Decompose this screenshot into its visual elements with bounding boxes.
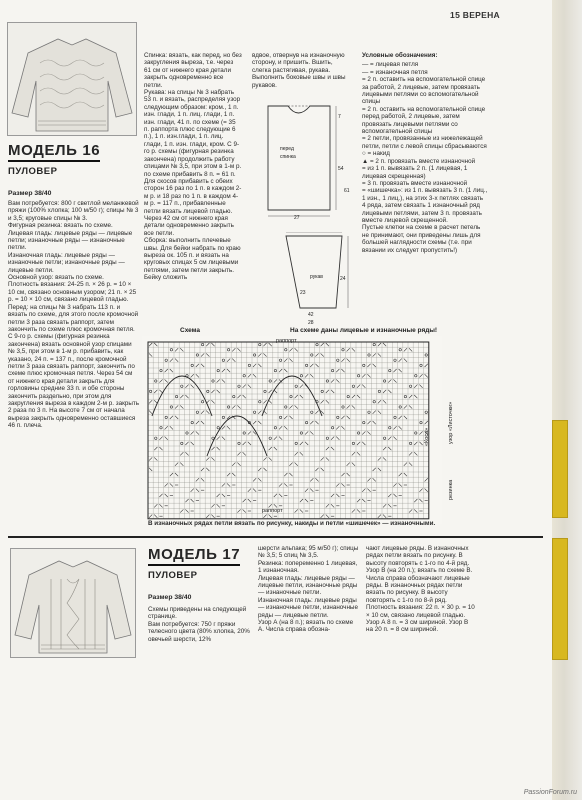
- schematic-label: 42: [308, 312, 314, 318]
- legend-item: = 2 п. оставить на вспомогательной спице перед работой, 2 лицевые, затем провязать лицевыми петлями со вспомогательной спицы: [362, 105, 486, 136]
- sweater17-drawing: [11, 549, 135, 657]
- model17-title: МОДЕЛЬ 17: [148, 546, 240, 566]
- chart-bottom-note: В изнаночных рядах петли вязать по рисунку, накиды и петли «шишечек» — изнаночными.: [148, 520, 436, 527]
- model16-title: МОДЕЛЬ 16: [8, 142, 100, 162]
- legend-item: Пустые клетки на схеме в расчет петель не принимают, они приведены лишь для большей наглядности схемы (т.е. при вязании их следует пропустить!): [362, 224, 481, 254]
- chart-label-rapport-bottom: раппорт: [262, 508, 283, 514]
- model16-text-column-1: [8, 200, 140, 430]
- paragraph: Фигурная резинка: вязать по схеме.: [8, 222, 113, 230]
- paragraph: Узор В (на 20 п.); вязать по схеме В. Числа справа обозначают лицевые ряды. В изнаночных рядах петли вязать по рисунку. В высоту повторять с 1-го по 8-й ряд.: [366, 567, 473, 604]
- paragraph: Изнаночная гладь: лицевые ряды — изнаночные петли; изнаночные ряды — лицевые петли.: [8, 251, 125, 274]
- model16-subtitle: ПУЛОВЕР: [8, 166, 58, 177]
- model17-sweater-illustration: [10, 548, 136, 658]
- model17-size: Размер 38/40: [148, 594, 192, 601]
- chart-label-uzor: узор «Листочки»: [448, 401, 454, 444]
- schematic-label: спинка: [280, 154, 296, 160]
- page-edge-strip: [552, 0, 582, 800]
- paragraph: Перед: на спицы № 3 набрать 113 п. и вязать по схеме, для этого после кромочной петли 3 раза связать раппорт, затем закончить по схеме плюс кромочная петля. С 9-го р. схемы (фигурная резинка закончена) вязать основной узор спицами № 3,5, при этом в 1-м р. прибавить, как указано, 24 п. = 137 п., после кромочной петли 3 раза связать раппорт, закончить по схеме плюс кромочная петля. Через 54 см от нижнего края детали закрыть для горловины средние 33 п. и обе стороны закончить раздельно, при этом для закругления выреза в каждом 2-м р. закрыть 2 раза по 3 п. На высоте 7 см от начала выреза закрыть одновременно оставшиеся 46 п. плеча.: [8, 303, 140, 430]
- legend-item: — = изнаночная петля: [362, 68, 428, 76]
- paragraph: Лицевая гладь: лицевые ряды — лицевые петли, изнаночные ряды — изнаночные петли.: [258, 574, 358, 597]
- schematic-label: перед: [280, 146, 294, 152]
- schematic-label: 23: [300, 290, 306, 296]
- legend-title: Условные обозначения:: [362, 52, 438, 59]
- paragraph: Основной узор: вязать по схеме.: [8, 274, 104, 282]
- model17-text-column-2: [258, 545, 360, 634]
- paragraph: Схемы приведены на следующей странице.: [148, 606, 247, 621]
- paragraph: Вам потребуется: 750 г пряжи телесного цвета (80% хлопка, 20% овечьей шерсти, 12%: [148, 620, 250, 643]
- knitting-chart-grid: [142, 336, 442, 524]
- model17-text-column-1: [148, 606, 250, 643]
- paragraph: Плотность вязания: 24-25 п. × 26 р. = 10 × 10 см, связано основным узором; 21 п. × 25 р. = 10 × 10 см, связано лицевой гладью.: [8, 281, 137, 304]
- paragraph: Узор А (на 8 п.); вязать по схеме А. Числа справа обозна-: [258, 619, 354, 634]
- legend-item: = 2 п. оставить на вспомогательной спице за работой, 2 лицевые, затем провязать лицевыми петлями со вспомогательной спицы: [362, 76, 486, 106]
- legend-item: = 3 п. провязать вместе изнаночной: [362, 179, 468, 187]
- chart-title: Схема: [180, 327, 201, 334]
- model16-size: Размер 38/40: [8, 190, 52, 197]
- legend-item: = 2 петли, провязанные из нижележащей петли, петли с левой спицы сбрасываются: [362, 135, 487, 150]
- chart-label-kosa: «Коса»: [424, 427, 430, 446]
- legend: [362, 52, 488, 254]
- paragraph: Лицевая гладь: лицевые ряды — лицевые петли; изнаночные ряды — изнаночные петли.: [8, 229, 133, 252]
- legend-item: = из 1 п. вывязать 2 п. (1 лицевая, 1 лицевая скрещенная): [362, 165, 468, 180]
- paragraph: чают лицевые ряды. В изнаночных рядах петли вязать по рисунку. В высоту повторять с 1-го по 4-й ряд.: [366, 545, 470, 567]
- legend-item: ○ = накид: [362, 150, 390, 158]
- watermark-logo: PassionForum.ru: [523, 789, 577, 796]
- paragraph: вдвое, отвернув на изнаночную сторону, и пришить. Вшить, слегка растягивая, рукава. Выполнить боковые швы и швы рукавов.: [252, 52, 346, 89]
- schematic-label: 24: [340, 276, 346, 282]
- schematic-label: 54: [338, 166, 344, 172]
- chart-label-rapport-top: раппорт: [276, 338, 297, 344]
- paragraph: Резинка: попеременно 1 лицевая, 1 изнаночная.: [258, 559, 358, 575]
- schematic-label: 28: [308, 320, 314, 326]
- schematic-label: рукав: [310, 274, 323, 280]
- sleeve-schematic: [280, 232, 355, 327]
- model17-text-column-3: [366, 545, 476, 634]
- page-tab: [552, 538, 568, 660]
- section-divider: [8, 536, 543, 538]
- knitting-chart: [142, 336, 442, 524]
- model16-sweater-illustration: [7, 22, 137, 136]
- model16-text-column-2: [144, 52, 242, 282]
- legend-item: ▲ = 2 п. провязать вместе изнаночной: [362, 157, 476, 165]
- sweater16-drawing: [8, 23, 136, 135]
- schematic-label: 7: [338, 114, 341, 120]
- paragraph: Спинка: вязать, как перед, но без закругления выреза, т.е. через 61 см от нижнего края детали закрыть одновременно все петли.: [144, 52, 242, 89]
- front-back-schematic: [258, 100, 353, 220]
- schematic-label: 61: [344, 188, 350, 194]
- paragraph: Плотность вязания: 22 п. × 30 р. = 10 × 10 см, связано лицевой гладью. Узор А 8 п. = 3 см шириной. Узор В на 20 п. = 8 см шириной.: [366, 604, 475, 634]
- legend-item: = «шишечка»: из 1 п. вывязать 3 п. (1 лиц., 1 изн., 1 лиц.), на этих 3-х петлях связать 4 ряда, затем связать 1 изнаночный ряд лицевыми петлями, затем 3 п. провязать вместе лицевой скрещенной.: [362, 187, 488, 224]
- paragraph: шерсти альпака; 95 м/50 г); спицы № 3,5; 5 спиц № 3,5.: [258, 545, 359, 560]
- chart-note: На схеме даны лицевые и изнаночные ряды!: [290, 327, 438, 334]
- model17-subtitle: ПУЛОВЕР: [148, 570, 198, 581]
- model16-text-column-3: [252, 52, 352, 89]
- page-header: 15 ВЕРЕНА: [450, 10, 500, 20]
- paragraph: Рукава: на спицы № 3 набрать 53 п. и вязать, распределяя узор следующим образом: кром., 1 п. изн. глади, 1 п. лиц. глади, 1 п. изн. глади, 41 п. по схеме (= 35 п. раппорта плюс следующие 6 п.), 1 п. изн.глади, 1 п. лиц. глади, 1 п. изн. глади, кром. С 9-го р. схемы (фигурная резинка закончена) продолжить работу спицами № 3,5, при этом в 1-м р. по схеме прибавить 8 п. = 61 п. Для скосов прибавить с обеих сторон 16 раз по 1 п. в каждом 2-м р. и 18 раз по 1 п. в каждом 4-м р. = 117 п., прибавленные петли вязать лицевой гладью. Через 42 см от нижнего края детали одновременно закрыть все петли.: [144, 89, 242, 237]
- page-tab: [552, 420, 568, 518]
- legend-item: — = лицевая петля: [362, 61, 419, 69]
- paragraph: Сборка: выполнить плечевые швы. Для бейки набрать по краю выреза ок. 105 п. и вязать на круговых спицах 5 см лицевыми петлями, затем петли закрыть. Бейку сложить: [144, 237, 241, 282]
- paragraph: Изнаночная гладь: лицевые ряды — изнаночные петли, изнаночные ряды — лицевые петли.: [258, 596, 358, 619]
- paragraph: Вам потребуется: 800 г светлой меланжевой пряжи (100% хлопка; 100 м/50 г); спицы № 3 и 3,5; круговые спицы № 3.: [8, 200, 139, 222]
- chart-label-rezinka: резинка: [448, 479, 454, 500]
- schematic-label: 27: [294, 215, 300, 220]
